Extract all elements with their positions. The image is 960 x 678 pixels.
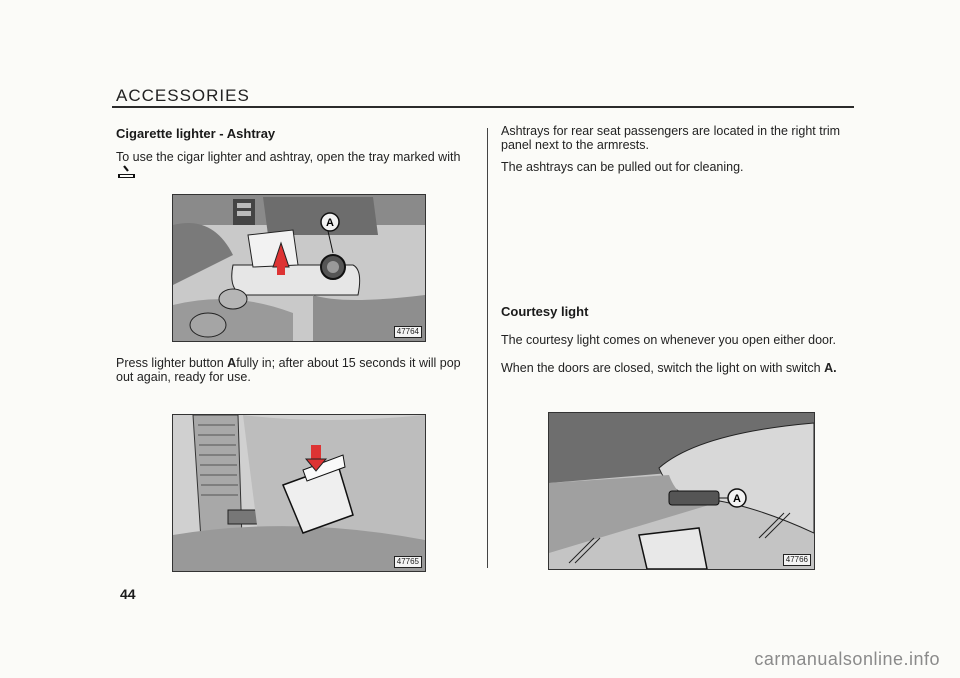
lighter-heading: Cigarette lighter - Ashtray: [116, 126, 276, 141]
watermark: carmanualsonline.info: [754, 649, 940, 669]
courtesy-text-before: When the doors are closed, switch the light on with switch: [501, 361, 825, 375]
press-text-before: Press lighter button: [116, 356, 228, 370]
courtesy-text-2: [501, 361, 861, 375]
column-divider: [487, 128, 488, 568]
press-instruction: [116, 356, 466, 384]
figure3-code: 47766: [783, 554, 811, 566]
figure-courtesy-light: [548, 412, 815, 570]
callout-a: A: [326, 217, 334, 229]
lighter-symbol-icon: [116, 164, 138, 180]
ashtray-rear-text: Ashtrays for rear seat passengers are located in the right trim panel next to the armrests.: [501, 124, 841, 152]
courtesy-heading: Courtesy light: [501, 304, 589, 319]
courtesy-key: A.: [824, 361, 837, 375]
page-number: 44: [120, 586, 136, 602]
callout-a-light: A: [733, 493, 741, 505]
figure2-code: 47765: [394, 556, 422, 568]
figure-lighter-tray: [172, 194, 426, 342]
lighter-intro: [116, 150, 466, 180]
section-title: ACCESSORIES: [116, 86, 250, 105]
courtesy-text-1: The courtesy light comes on whenever you open either door.: [501, 333, 836, 347]
press-key: A: [227, 356, 237, 370]
title-rule: [112, 106, 854, 108]
ashtray-cleaning-text: The ashtrays can be pulled out for cleaning.: [501, 160, 744, 174]
figure1-code: 47764: [394, 326, 422, 338]
figure-rear-ashtray: [172, 414, 426, 572]
press-text-after: fully in; after about 15 seconds it will pop out again, ready for use.: [116, 356, 461, 384]
lighter-intro-text: To use the cigar lighter and ashtray, open the tray marked with: [116, 150, 461, 164]
